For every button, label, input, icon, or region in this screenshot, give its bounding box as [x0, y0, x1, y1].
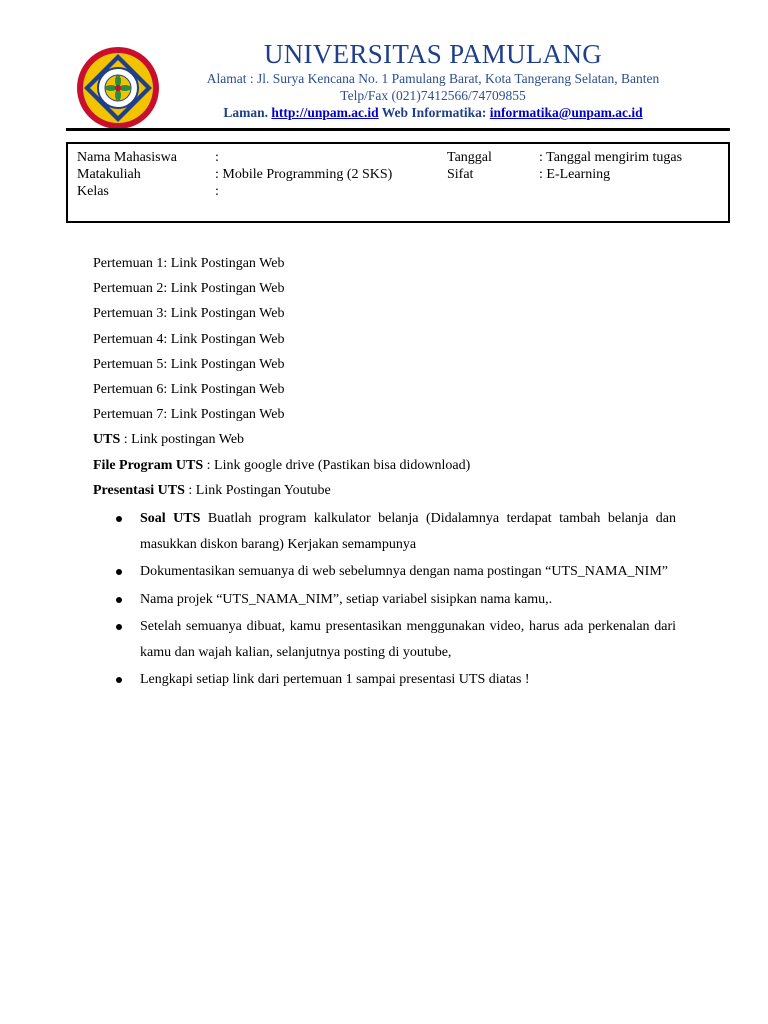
site-label: Laman.: [223, 105, 268, 120]
list-item: Pertemuan 6: Link Postingan Web: [93, 381, 285, 397]
phone: Telp/Fax (021)7412566/74709855: [340, 88, 526, 103]
university-logo: [76, 46, 160, 130]
bullet-icon: [116, 597, 122, 603]
list-item: Pertemuan 1: Link Postingan Web: [93, 256, 285, 271]
task-text: Setelah semuanya dibuat, kamu presentasikan menggunakan video, harus ada perkenalan dari kamu dan wajah kalian, selanjutnya posting di youtube,: [140, 619, 676, 660]
header-divider: [66, 128, 730, 131]
matkul-label: Matakuliah: [77, 167, 141, 182]
task-list: [116, 506, 676, 695]
tanggal-value: : Tanggal mengirim tugas: [539, 150, 683, 165]
uts-text: : Link postingan Web: [120, 432, 245, 448]
list-item: Pertemuan 3: Link Postingan Web: [93, 306, 285, 322]
soal-label: Soal UTS: [140, 511, 201, 526]
soal-text: Buatlah program kalkulator belanja (Didalamnya terdapat tambah belanja dan masukkan diskon barang) Kerjakan semampunya: [140, 511, 676, 552]
list-item: [93, 430, 693, 455]
pres-label: Presentasi UTS: [93, 482, 185, 498]
file-text: : Link google drive (Pastikan bisa didownload): [203, 457, 471, 473]
task-item: [116, 587, 676, 613]
nama-label: Nama Mahasiswa: [77, 150, 177, 165]
nama-value: :: [215, 150, 219, 165]
sifat-label: Sifat: [447, 167, 474, 182]
list-item: Pertemuan 2: Link Postingan Web: [93, 281, 285, 297]
pres-text: : Link Postingan Youtube: [184, 482, 331, 498]
email-label: Web Informatika:: [381, 105, 487, 120]
bullet-icon: [116, 677, 122, 683]
matkul-value: : Mobile Programming (2 SKS): [215, 167, 393, 182]
site-link[interactable]: http://unpam.ac.id: [271, 105, 379, 120]
meeting-list: [93, 254, 693, 506]
task-item: [116, 667, 676, 693]
list-item: [93, 481, 693, 506]
task-item: [116, 506, 676, 557]
list-item: [93, 456, 693, 481]
kelas-value: :: [215, 184, 219, 199]
kelas-label: Kelas: [77, 184, 109, 199]
student-info-box: [66, 142, 730, 223]
letterhead: [168, 38, 698, 122]
file-label: File Program UTS: [93, 457, 204, 473]
task-text: Lengkapi setiap link dari pertemuan 1 sampai presentasi UTS diatas !: [140, 672, 530, 687]
sifat-value: : E-Learning: [539, 167, 611, 182]
address: Alamat : Jl. Surya Kencana No. 1 Pamulang Barat, Kota Tangerang Selatan, Banten: [206, 71, 660, 86]
task-item: [116, 614, 676, 665]
email-link[interactable]: informatika@unpam.ac.id: [489, 105, 643, 120]
bullet-icon: [116, 516, 122, 522]
list-item: Pertemuan 5: Link Postingan Web: [93, 356, 285, 372]
task-text: Nama projek “UTS_NAMA_NIM”, setiap variabel sisipkan nama kamu,.: [140, 591, 553, 607]
bullet-icon: [116, 569, 122, 575]
university-name: UNIVERSITAS PAMULANG: [263, 39, 603, 69]
task-text: Dokumentasikan semuanya di web sebelumnya dengan nama postingan “UTS_NAMA_NIM”: [140, 564, 668, 579]
task-item: [116, 559, 676, 585]
contact-links: [168, 104, 698, 122]
uts-label: UTS: [93, 432, 121, 448]
list-item: Pertemuan 7: Link Postingan Web: [93, 407, 285, 423]
tanggal-label: Tanggal: [447, 150, 492, 165]
bullet-icon: [116, 624, 122, 630]
list-item: Pertemuan 4: Link Postingan Web: [93, 331, 285, 347]
